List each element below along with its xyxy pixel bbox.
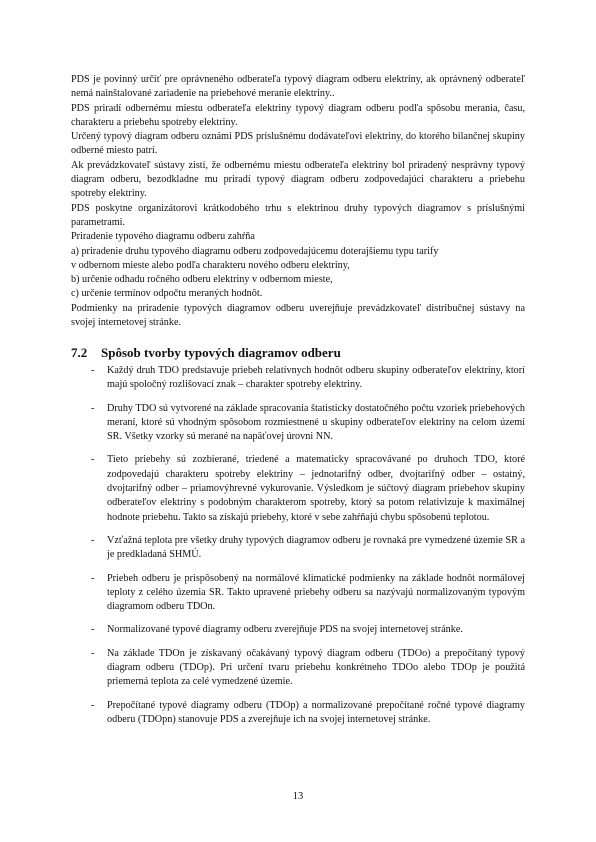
- intro-paragraph: Určený typový diagram odberu oznámi PDS príslušnému dodávateľovi elektriny, do ktorého bilančnej skupiny odberné miesto patrí.: [71, 131, 525, 157]
- list-item-text: Každý druh TDO predstavuje priebeh relatívnych hodnôt odberu skupiny odberateľov elektriny, ktorí majú spoločný rozlišovací znak – charakter spotreby elektriny.: [107, 365, 525, 391]
- dash-bullet-icon: -: [91, 699, 95, 711]
- assignment-heading-line: Priradenie typového diagramu odberu zahŕňa: [71, 231, 255, 243]
- list-item-text: Prepočítané typové diagramy odberu (TDOp) a normalizované prepočítané ročné typové diagramy odberu (TDOpn) stanovuje PDS a zverejňuje ich na svojej internetovej stránke.: [107, 699, 525, 725]
- assignment-item-a: a) priradenie druhu typového diagramu odberu zodpovedajúcemu doterajšiemu typu tarify: [71, 245, 439, 257]
- dash-bullet-icon: -: [91, 572, 95, 584]
- dash-bullet-icon: -: [91, 365, 95, 376]
- list-item: [71, 402, 525, 445]
- dash-bullet-icon: -: [91, 454, 95, 466]
- list-item-text: Tieto priebehy sú zozbierané, triedené a matematicky spracovávané po druhoch TDO, ktoré zodpovedajú charakteru spotreby elektriny – jednotarifný odber, dvojtarifný odber – ostatný, dvojtarifný odber – priamovýhrevné vykurovanie. Výsledkom je súčtový diagram priebehov skupiny odberateľov elektriny s podobným charakterom spotreby, ktorý sa potom relativizuje k maximálnej hodnote priebehu. Takto sa získajú priebehy, ktoré v sebe zahŕňajú chybu spôsobenú teplotou.: [107, 454, 525, 523]
- list-item-text: Normalizované typové diagramy odberu zverejňuje PDS na svojej internetovej stránke.: [107, 624, 463, 636]
- list-item: [71, 699, 525, 728]
- dash-bullet-icon: -: [91, 647, 95, 659]
- intro-paragraph: PDS poskytne organizátorovi krátkodobého trhu s elektrinou druhy typových diagramov s príslušnými parametrami.: [71, 202, 525, 228]
- list-item: [71, 534, 525, 563]
- list-item: [71, 364, 525, 393]
- assignment-item-c: c) určenie termínov odpočtu meraných hodnôt.: [71, 288, 263, 300]
- list-item-text: Na základe TDOn je získavaný očakávaný typový diagram odberu (TDOo) a prepočítaný typový diagram odberu (TDOp). Pri určení tvaru priebehu konkrétneho TDOo alebo TDOp je použitá priemerná teplota za celé vymedzené územie.: [107, 647, 525, 688]
- list-item: [71, 623, 525, 637]
- assignment-item-b: b) určenie odhadu ročného odberu elektriny v odbernom mieste,: [71, 274, 333, 286]
- dash-bullet-icon: -: [91, 624, 95, 636]
- section-number: 7.2: [71, 345, 88, 360]
- assignment-item-a-continued: v odbernom mieste alebo podľa charakteru nového odberu elektriny,: [71, 259, 350, 271]
- list-item-text: Druhy TDO sú vytvorené na základe spracovania štatisticky dostatočného počtu vzoriek priebehových meraní, ktoré sú vhodným spôsobom rozmiestnené u skupiny odberateľov elektriny na celom území SR. Všetky vzorky sú merané na napäťovej úrovni NN.: [107, 402, 525, 443]
- dash-bullet-icon: -: [91, 534, 95, 546]
- list-item: [71, 572, 525, 615]
- intro-paragraph: PDS je povinný určiť pre oprávneného odberateľa typový diagram odberu elektriny, ak oprávnený odberateľ nemá nainštalované zariadenie na priebehové meranie elektriny..: [71, 74, 525, 100]
- intro-block: [71, 73, 525, 330]
- section-heading: [71, 345, 341, 361]
- intro-paragraph: PDS priradí odbernému miestu odberateľa elektriny typový diagram odberu podľa spôsobu merania, času, charakteru a priebehu spotreby elektriny.: [71, 102, 525, 128]
- list-item: [71, 647, 525, 690]
- intro-paragraph: Ak prevádzkovateľ sústavy zistí, že odbernému miestu odberateľa elektriny bol priradený nesprávny typový diagram odberu, bezodkladne mu priradí typový diagram odberu zodpovedajúci charakteru a priebehu spotreby elektriny.: [71, 159, 525, 200]
- intro-closing-paragraph: Podmienky na priradenie typových diagramov odberu uverejňuje prevádzkovateľ distribučnej sústavy na svojej internetovej stránke.: [71, 302, 525, 329]
- list-item: [71, 453, 525, 524]
- bullet-list: [71, 364, 525, 736]
- section-title: Spôsob tvorby typových diagramov odberu: [101, 345, 341, 360]
- dash-bullet-icon: -: [91, 402, 95, 414]
- page-number: 13: [292, 791, 304, 802]
- list-item-text: Priebeh odberu je prispôsobený na normálové klimatické podmienky na základe hodnôt normálovej teploty z celého územia SR. Takto upravené priebehy odberu sa nazývajú normalizovaným typovým diagramom odberu TDOn.: [107, 572, 525, 613]
- list-item-text: Vzťažná teplota pre všetky druhy typových diagramov odberu je rovnaká pre vymedzené územie SR a je predkladaná SHMÚ.: [107, 534, 525, 561]
